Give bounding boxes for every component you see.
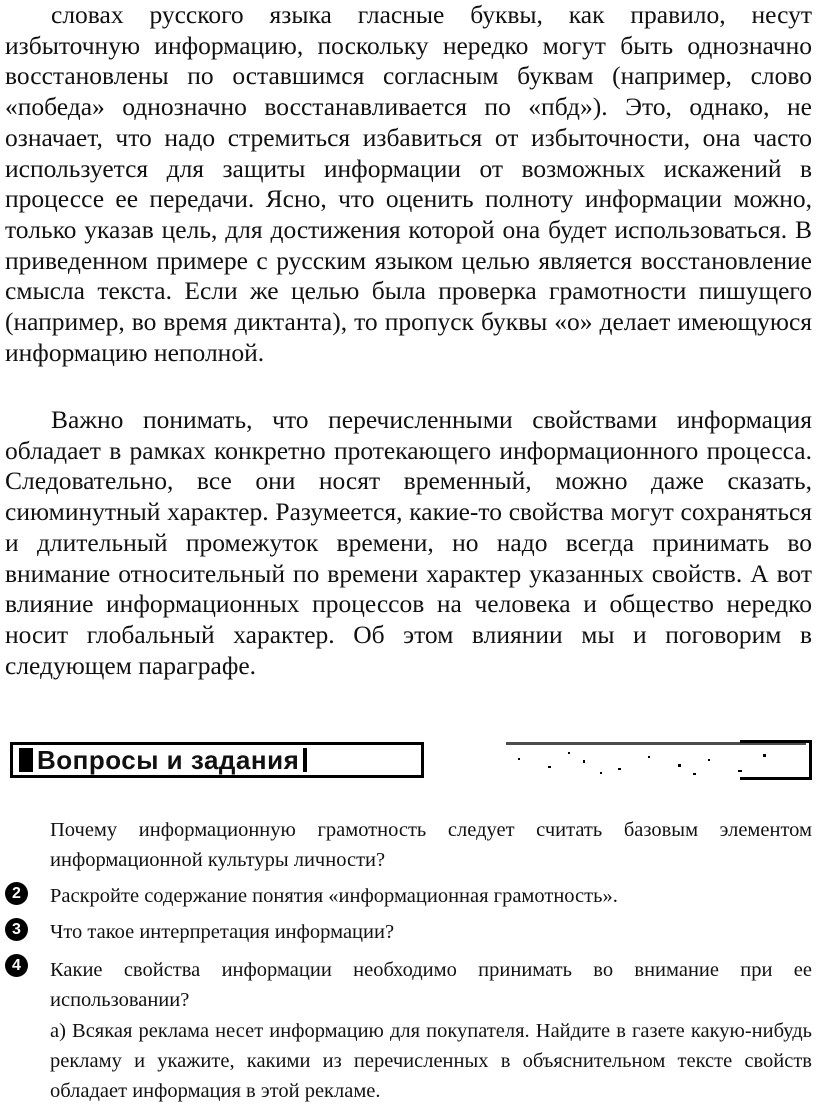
task-a: а) Всякая реклама несет информацию для покупателя. Найдите в газете какую-нибудь рекламу и укажите, какими из перечисленных в объяснительном тексте свойств обладает информация в этой рекламе. <box>50 1020 812 1102</box>
body-paragraph-2: Важно понимать, что перечисленными свойствами информация обладает в рамках конкретно протекающего информационного процесса. Следовательно, все они носят временный, можно даже сказать, сиюминутный характер. Разумеется, какие-то свойства могут сохраняться и длительный промежуток времени, но надо всегда принимать во внимание относительный по времени характер указанных свойств. А вот влияние информационных процессов на человека и общество нередко носит глобальный характер. Об этом влиянии мы и поговорим в следующем параграфе. <box>5 405 812 680</box>
heading-bar-block <box>303 748 307 772</box>
question-number-3: 3 <box>5 918 28 941</box>
question-1: Почему информационную грамотность следует считать базовым элементом информационной культуры личности? <box>50 819 812 871</box>
heading-bar-block <box>19 748 33 772</box>
question-2: Раскройте содержание понятия «информационная грамотность». <box>50 885 618 907</box>
question-3: Что такое интерпретация информации? <box>50 921 395 943</box>
heading-right-frame <box>740 740 812 780</box>
question-number-2: 2 <box>5 882 28 905</box>
question-number-4: 4 <box>5 954 28 977</box>
question-4: Какие свойства информации необходимо принимать во внимание при ее использовании? <box>50 959 812 1011</box>
section-heading <box>10 742 424 778</box>
body-paragraph-1: словах русского языка гласные буквы, как правило, несут избыточную информацию, поскольку нередко могут быть однозначно восстановлены по оставшимся согласным буквам (например, слово «победа» однозначно восстанавливается по «пбд»). Это, однако, не означает, что надо стремиться избавиться от избыточности, она часто используется для защиты информации от возможных искажений в процессе ее передачи. Ясно, что оценить полноту информации можно, только указав цель, для достижения которой она будет использоваться. В приведенном примере с русским языком целью является восстановление смысла текста. Если же целью была проверка грамотности пишущего (например, во время диктанта), то пропуск буквы «о» делает имеющуюся информацию неполной. <box>5 0 812 367</box>
section-title: Вопросы и задания <box>37 744 300 775</box>
